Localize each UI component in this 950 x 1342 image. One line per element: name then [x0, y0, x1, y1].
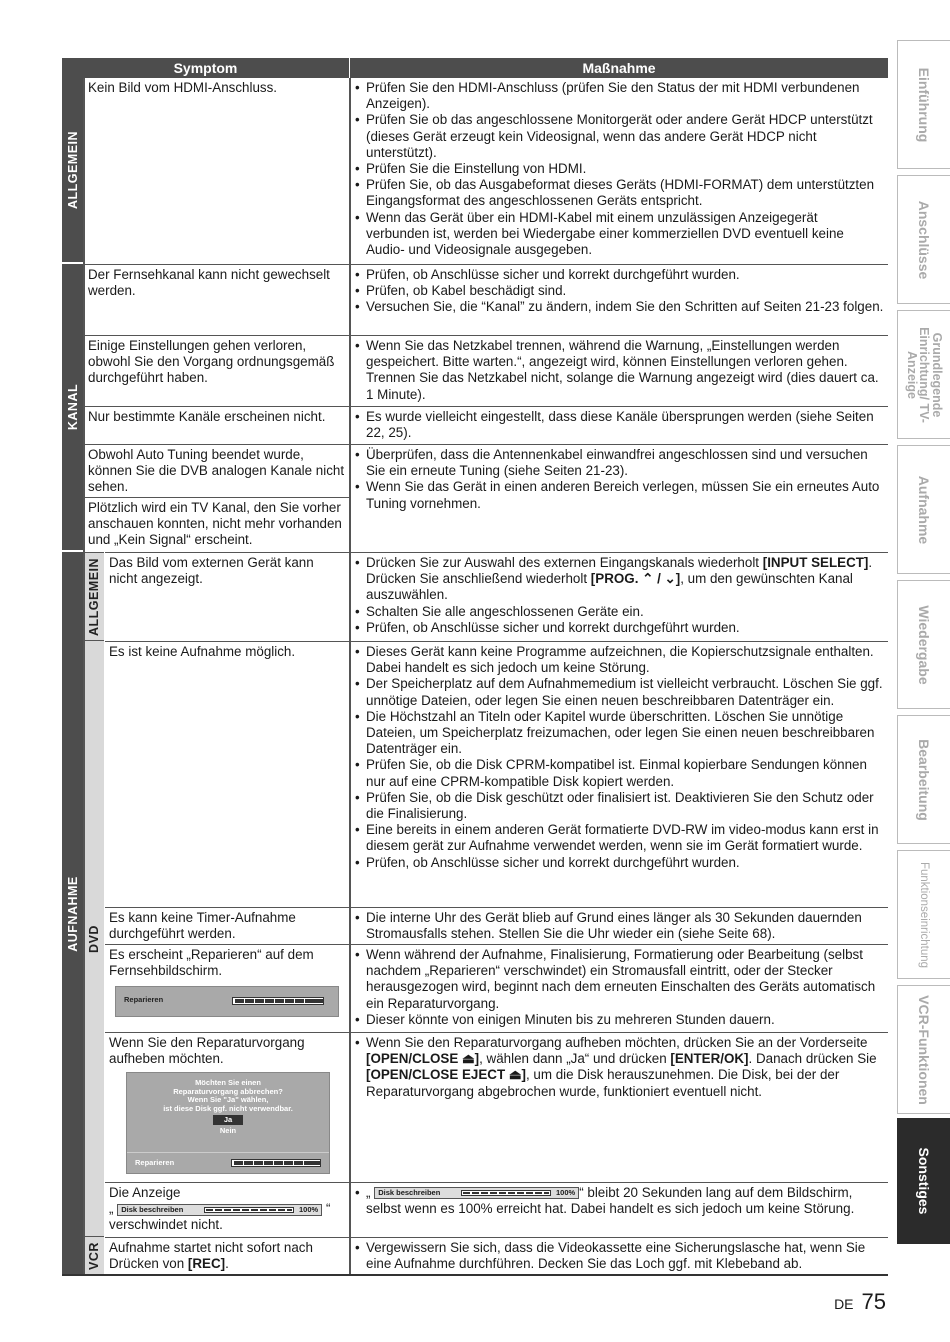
key-prog: [PROG. ⌃ / ⌄]	[590, 571, 681, 587]
tab-label: Bearbeitung	[916, 738, 932, 821]
action-item: • Prüfen Sie den HDMI-Anschluss (prüfen Sie den Status der mit HDMI verbundenen Anzeigen).	[354, 80, 884, 112]
symptom-text: Nur bestimmte Kanäle erscheinen nicht.	[88, 409, 326, 424]
tab-label: Aufnahme	[916, 475, 932, 544]
dialog-no-option: Nein	[219, 1126, 237, 1135]
action-cell	[350, 1237, 888, 1274]
tab-anschluesse[interactable]	[897, 175, 950, 304]
symptom-text	[109, 1240, 345, 1272]
tab-aufnahme[interactable]	[897, 445, 950, 574]
category-label: AUFNAHME	[65, 876, 80, 952]
indicator-bar	[204, 1207, 294, 1213]
action-item: • Die interne Uhr des Gerät blieb auf Grund eines länger als 30 Sekunden dauernden Stromausfalls stehen. Stellen Sie die Uhr wieder ein (siehe Seite 68).	[354, 910, 884, 942]
action-item: • Prüfen Sie ob das angeschlossene Monitorgerät oder andere Gerät HDCP unterstützt (dieses Gerät erzeugt kein Videosignal, wenn das andere Gerät HDCP nicht unterstützt).	[354, 112, 884, 161]
page-number: 75	[861, 1289, 886, 1314]
action-item: • Wenn Sie das Netzkabel trennen, während die Warnung, „Einstellungen werden gespeichert. Bitte warten.“, angezeigt wird, können Einstellungen verloren gehen. Trennen Sie das Netzkabel nicht, solange die Warnung angezeigt wird (dies dauert ca. 1 Minute).	[354, 338, 884, 403]
action-item: • Überprüfen, dass die Antennenkabel einwandfrei angeschlossen sind und versuchen Sie ein erneute Tuning (siehe Seiten 21-23).	[354, 447, 884, 479]
symptom-cell	[105, 552, 349, 641]
action-item: • Prüfen Sie, ob die Disk CPRM-kompatibel ist. Einmal kopierbare Sendungen können nur auf eine CPRM-kompatible Disk kopiert werden.	[354, 757, 884, 789]
symptom-text: Obwohl Auto Tuning beendet wurde, können Sie die DVB analogen Kanale nicht sehen.	[88, 447, 345, 495]
action-item: • Es wurde vielleicht eingestellt, dass diese Kanäle übersprungen werden (siehe Seiten 22, 25).	[354, 409, 884, 441]
tab-bearbeitung[interactable]	[897, 715, 950, 844]
disk-write-indicator	[117, 1204, 322, 1216]
symptom-text: Plötzlich wird ein TV Kanal, den Sie vorher anschauen konnten, nicht mehr vorhanden und „Kein Signal“ erscheint.	[88, 500, 342, 548]
symptom-cell	[84, 335, 349, 406]
table-bottom-rule	[62, 1274, 888, 1276]
symptom-text: Der Fernsehkanal kann nicht gewechselt werden.	[88, 267, 330, 299]
dialog-yes-option: Ja	[213, 1115, 243, 1125]
action-cell	[350, 335, 888, 406]
symptom-text: Es erscheint „Reparieren“ auf dem Fernsehbildschirm.	[109, 947, 314, 979]
action-cell	[350, 944, 888, 1032]
action-cell	[350, 444, 888, 552]
indicator-bar	[461, 1190, 551, 1196]
action-item: • Prüfen Sie die Einstellung von HDMI.	[354, 161, 884, 177]
quote-close: “	[325, 1201, 331, 1217]
screen-label: Reparieren	[124, 995, 164, 1004]
divider	[127, 1152, 329, 1153]
symptom-text: Die Anzeige	[109, 1185, 181, 1200]
symptom-cell	[84, 78, 349, 264]
symptom-text-part: .	[225, 1256, 229, 1272]
symptom-cell	[84, 444, 349, 497]
symptom-text: Einige Einstellungen gehen verloren, obwohl Sie den Vorgang ordnungsgemäß durchgeführt haben.	[88, 338, 335, 386]
reparieren-screen	[115, 986, 339, 1017]
page-footer	[834, 1289, 886, 1314]
action-cell	[350, 78, 888, 264]
action-cell	[350, 552, 888, 641]
symptom-cell	[105, 641, 349, 907]
tab-vcr-funktionen[interactable]	[897, 985, 950, 1114]
key-rec: [REC]	[187, 1256, 226, 1272]
symptom-text: Das Bild vom externen Gerät kann nicht angezeigt.	[109, 555, 314, 587]
tab-label: Einführung	[916, 67, 932, 142]
action-text: Drücken Sie zur Auswahl des externen Eingangskanals wiederholt	[366, 555, 763, 570]
symptom-cell	[84, 406, 349, 444]
action-item: • Wenn das Gerät über ein HDMI-Kabel mit einem unzulässigen Anzeigegerät verbunden ist, werden bei Wiedergabe einer kommerziellen DVD eventuell keine Audio- und Videosignale ausgegeben.	[354, 210, 884, 259]
subcategory-label: DVD	[86, 924, 101, 953]
indicator-percent: 100%	[556, 1188, 576, 1198]
dialog-line: Reparaturvorgang abbrechen?	[173, 1086, 283, 1096]
action-text: , wählen dann „Ja“ und drücken	[479, 1051, 671, 1067]
category-label: ALLGEMEIN	[65, 130, 80, 210]
progress-bar	[231, 1159, 321, 1167]
tab-grundlegende-einrichtung[interactable]	[897, 310, 950, 439]
tab-label: Wiedergabe	[916, 604, 932, 685]
action-item: • Dieser könnte von einigen Minuten bis zu mehreren Stunden dauern.	[354, 1012, 884, 1028]
indicator-label: Disk beschreiben	[121, 1204, 184, 1214]
action-item	[354, 555, 884, 604]
action-item: • Die Höchstzahl an Titeln oder Kapitel wurde überschritten. Löschen Sie unnötige Dateien, um Speicherplatz freizumachen, oder legen Sie einen neuen beschreibbaren Datenträger ein.	[354, 709, 884, 758]
action-item: • Vergewissern Sie sich, dass die Videokassette eine Sicherungslasche hat, wenn Sie eine Aufnahme durchführen. Decken Sie das Loch ggf. mit Klebeband ab.	[354, 1240, 884, 1272]
symptom-text: Es ist keine Aufnahme möglich.	[109, 644, 296, 659]
symptom-cell	[105, 1032, 349, 1182]
action-item: • Wenn während der Aufnahme, Finalisierung, Formatierung oder Bearbeitung (selbst nachdem „Reparieren“ verschwindet) ein Stromausfall eintritt, oder der Stecker herausgezogen wird, beginnt nach dem erneuten Einschalten des Geräts automatisch ein Reparaturvorgang.	[354, 947, 884, 1012]
action-text: “ bleibt 20 Sekunden lang auf dem Bildschirm, selbst wenn es 100% erreicht hat. Dabei handelt es sich jedoch um keine Störung.	[366, 1185, 855, 1217]
dialog-line: Möchten Sie einen	[195, 1078, 261, 1087]
dialog-line: ist diese Disk ggf. nicht verwendbar.	[163, 1103, 293, 1113]
progress-bar	[232, 997, 324, 1005]
symptom-text-part: Aufnahme startet nicht sofort nach Drücken von	[109, 1240, 313, 1272]
action-item: • Prüfen Sie, ob die Disk geschützt oder finalisiert ist. Deaktivieren Sie den Schutz oder die Finalisierung.	[354, 790, 884, 822]
tab-wiedergabe[interactable]	[897, 580, 950, 709]
symptom-text: verschwindet nicht.	[109, 1217, 223, 1233]
action-item	[354, 1185, 884, 1217]
action-item: • Wenn Sie das Gerät in einen anderen Bereich verlegen, müssen Sie ein erneutes Auto Tuning vornehmen.	[354, 479, 884, 511]
action-item: • Schalten Sie alle angeschlossenen Geräte ein.	[354, 604, 884, 620]
symptom-cell	[84, 497, 349, 552]
screen-label: Reparieren	[135, 1158, 175, 1167]
action-item: • Prüfen, ob Anschlüsse sicher und korrekt durchgeführt wurden.	[354, 855, 884, 871]
action-cell	[350, 406, 888, 444]
action-text: Wenn Sie den Reparaturvorgang aufheben möchten, drücken Sie an der Vorderseite	[366, 1035, 868, 1050]
action-item: • Dieses Gerät kann keine Programme aufzeichnen, die Kopierschutzsignale enthalten. Dabei handelt es sich jedoch um keine Störung.	[354, 644, 884, 676]
subcategory-dvd	[83, 641, 104, 1237]
disk-write-indicator	[374, 1187, 579, 1199]
tab-einfuehrung[interactable]	[897, 40, 950, 169]
subcategory-allgemein	[83, 552, 104, 641]
action-cell	[350, 907, 888, 944]
action-item: • Eine bereits in einem anderen Gerät formatierte DVD-RW im video-modus kann erst in diesem gerät zur Aufnahme verwendet werden, wenn sie im Gerät formatiert wurde.	[354, 822, 884, 854]
category-allgemein	[62, 78, 83, 264]
action-item: • Prüfen, ob Anschlüsse sicher und korrekt durchgeführt wurden.	[354, 267, 884, 283]
action-item: • Prüfen, ob Kabel beschädigt sind.	[354, 283, 884, 299]
disk-indicator-line	[109, 1201, 345, 1217]
tab-sonstiges[interactable]	[897, 1118, 950, 1244]
subcategory-label: VCR	[86, 1241, 101, 1270]
key-open-close: [OPEN/CLOSE ⏏]	[366, 1051, 480, 1067]
header-symptom: Symptom	[62, 58, 349, 78]
action-text: . Danach drücken Sie	[748, 1051, 877, 1067]
symptom-cell	[105, 944, 349, 1032]
header-action: Maßnahme	[350, 58, 888, 78]
indicator-label: Disk beschreiben	[378, 1188, 441, 1198]
quote-open: „	[109, 1201, 114, 1217]
category-kanal	[62, 264, 83, 552]
tab-funktionseinrichtung[interactable]	[897, 850, 950, 979]
action-item: • Versuchen Sie, die “Kanal” zu ändern, indem Sie den Schritten auf Seiten 21-23 folgen.	[354, 299, 884, 315]
subcategory-vcr	[83, 1237, 104, 1274]
tab-label: VCR-Funktionen	[916, 994, 932, 1105]
symptom-cell	[105, 1237, 349, 1274]
key-open-close-eject: [OPEN/CLOSE EJECT ⏏]	[366, 1067, 526, 1083]
symptom-cell	[84, 264, 349, 335]
tab-label: Sonstiges	[916, 1147, 932, 1215]
dialog-line: Wenn Sie "Ja" wählen,	[187, 1095, 269, 1104]
action-item: • Prüfen Sie, ob das Ausgabeformat dieses Geräts (HDMI-FORMAT) dem unterstützten Eingangsformat des angeschlossenen Geräts entspricht.	[354, 177, 884, 209]
quote-open: „	[366, 1185, 371, 1200]
action-text: , um die Disk herauszunehmen. Die Disk, bei der der Reparaturvorgang abgebrochen wurde, funktioniert eventuell nicht.	[366, 1067, 840, 1099]
symptom-text: Kein Bild vom HDMI-Anschluss.	[88, 80, 278, 95]
action-text: . Drücken Sie anschließend wiederholt	[366, 555, 873, 587]
action-item	[354, 1035, 884, 1100]
symptom-text: Es kann keine Timer-Aufnahme durchgeführt werden.	[109, 910, 296, 942]
symptom-cell	[105, 1182, 349, 1237]
category-label: KANAL	[65, 383, 80, 431]
troubleshooting-table	[62, 58, 888, 1276]
action-cell	[350, 264, 888, 335]
symptom-text: Wenn Sie den Reparaturvorgang aufheben möchten.	[109, 1035, 305, 1067]
key-input-select: [INPUT SELECT]	[762, 555, 869, 570]
symptom-cell	[105, 907, 349, 944]
tab-label: Funktionseinrichtung	[918, 861, 930, 968]
indicator-percent: 100%	[299, 1204, 319, 1214]
action-cell	[350, 1182, 888, 1237]
subcategory-label: ALLGEMEIN	[86, 557, 101, 636]
action-cell	[350, 1032, 888, 1182]
action-text: , um den gewünschten Kanal auszuwählen.	[366, 571, 853, 603]
action-item: • Der Speicherplatz auf dem Aufnahmemedium ist vielleicht verbraucht. Löschen Sie ggf. unnötige Dateien, oder legen Sie einen neuen beschreibbaren Datenträger ein.	[354, 676, 884, 708]
key-enter-ok: [ENTER/OK]	[670, 1051, 749, 1067]
tab-label: Grundlegende Einrichtung/ TV-Anzeige	[904, 326, 944, 423]
category-aufnahme	[62, 552, 83, 1276]
language-code: DE	[834, 1296, 854, 1312]
dialog-message	[127, 1079, 329, 1113]
action-cell	[350, 641, 888, 907]
tab-label: Anschlüsse	[916, 200, 932, 279]
cancel-dialog-screen	[126, 1072, 330, 1174]
action-item: • Prüfen, ob Anschlüsse sicher und korrekt durchgeführt wurden.	[354, 620, 884, 636]
